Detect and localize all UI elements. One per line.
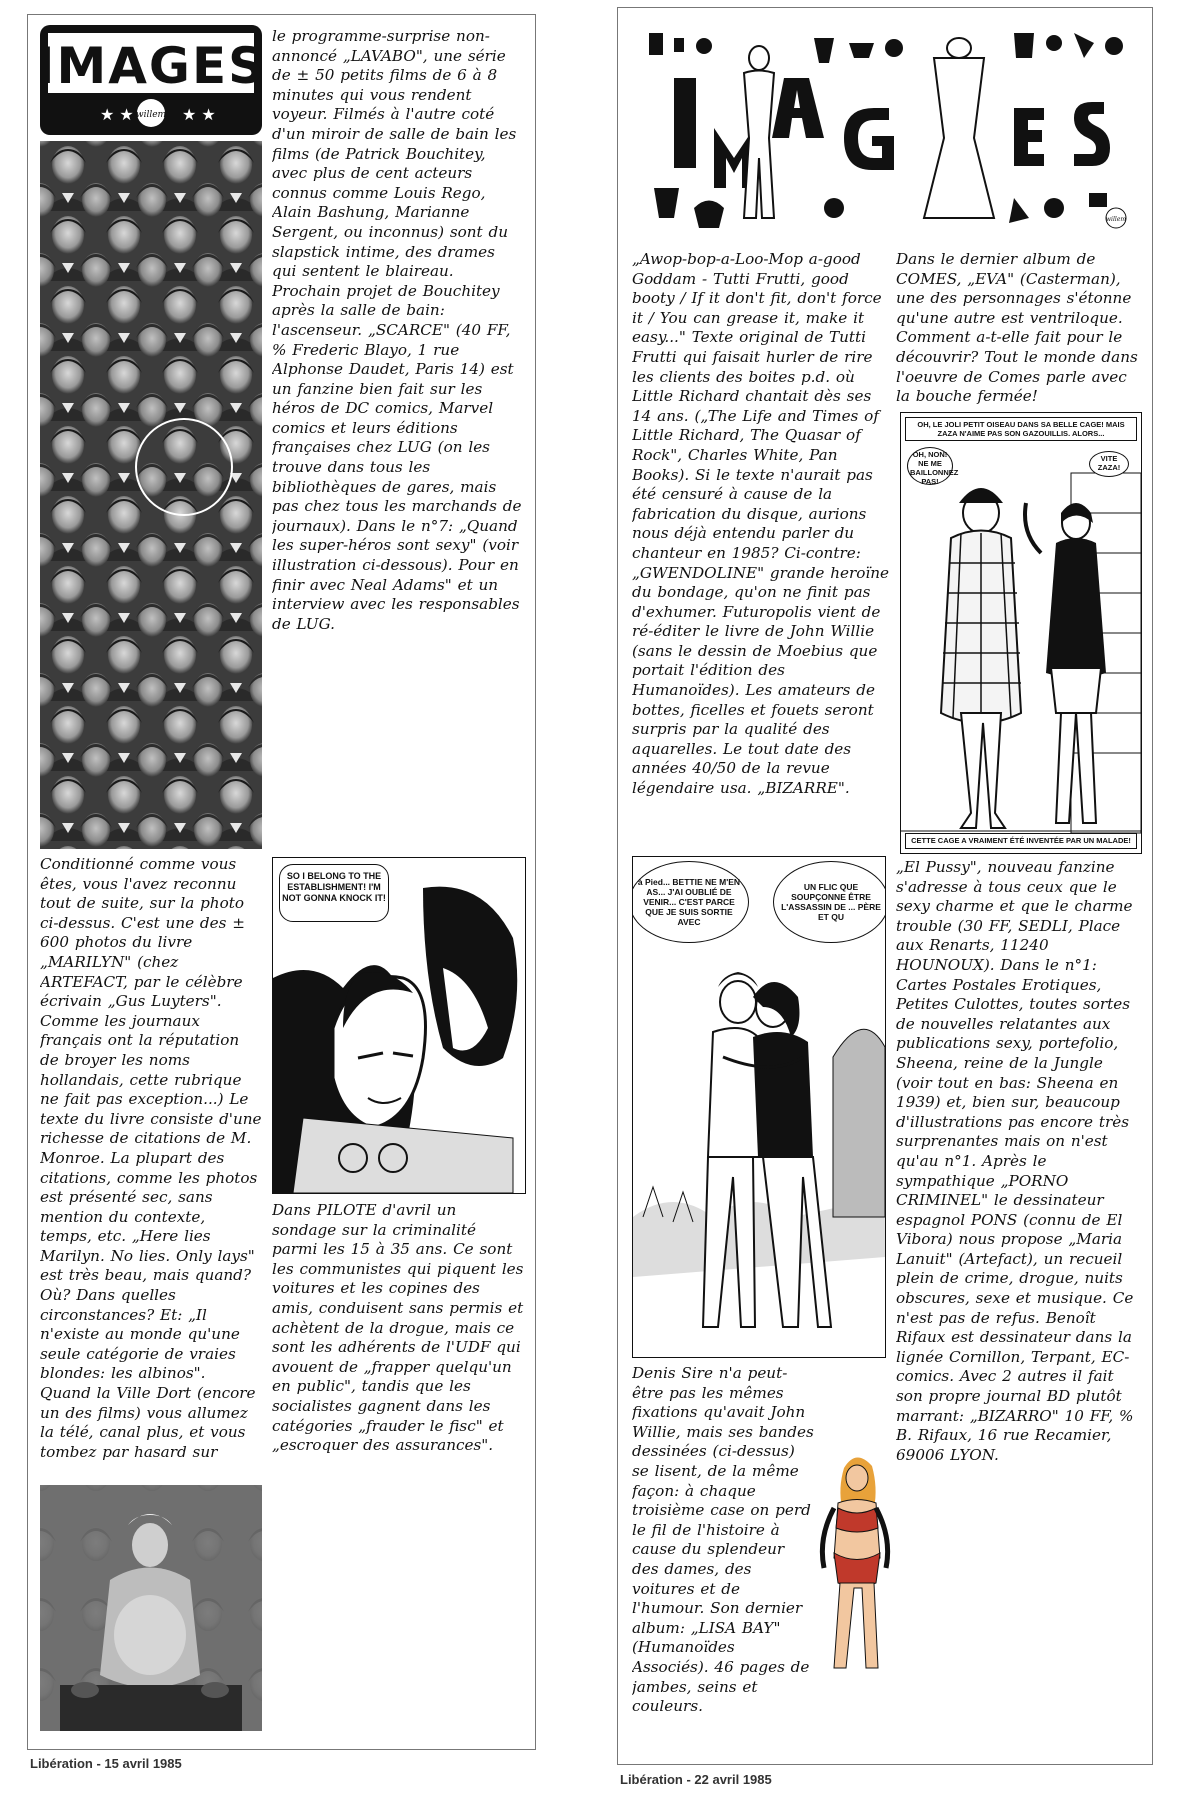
right-col1-bottom-text: Denis Sire n'a peut-être pas les mêmes fixations qu'avait John Willie, mais ses bandes dessinées (ci-dessus) se lisent, de la même façon: à chaque troisième case on perd le fil de l'histoire à cause du splendeur des dames, des voitures et de l'humour. Son dernier album: „LISA BAY" (Humanoïdes Associés). 46 pages de jambes, seins et couleurs. xyxy=(632,1364,814,1716)
images-paperdoll-logo xyxy=(634,18,1136,243)
class-photo xyxy=(40,141,262,849)
gwendoline-caption: CETTE CAGE A VRAIMENT ÉTÉ INVENTÉE PAR UN MALADE! xyxy=(905,833,1137,849)
gwendoline-bubble-3: VITE ZAZA! xyxy=(1089,451,1129,477)
right-col2-mid-text: „El Pussy", nouveau fanzine s'adresse à tous ceux que le sexy charme et que le charme trouble (30 FF, SEDLI, Place aux Renarts, 11240 HOUNOUX). Dans le n°1: Cartes Postales Erotiques, Petites Culottes, toutes sortes de nouvelles relatantes aux publications sexy, portefolio, Sheena, reine de la Jungle (voir tout en bas: Sheena en 1939) et, bien sur, beaucoup d'illustrations pas encore très surprenantes mais on n'est qu'au n°1. Après le sympathique „PORNO CRIMINEL" le dessinateur espagnol PONS (connu de El Vibora) nous propose „Maria Lanuit" (Artefact), un recueil plein de crime, drogue, nuits obscures, sexe et musique. Ce n'est pas de refus. Benoît Rifaux est dessinateur dans la lignée Cornillon, Terpant, EC-comics. Avec 2 autres il fait son propre journal BD plutôt marrant: „BIZARRO" 10 FF, % B. Rifaux, 16 rue Recamier, 69006 LYON. xyxy=(896,858,1134,1464)
left-col3-text: Dans PILOTE d'avril un sondage sur la criminalité parmi les 15 à 35 ans. Ce sont les communistes qui piquent les voitures et les copines des amis, conduisent sans permis et achètent de la drogue, mais ce sont les adhérents de l'UDF qui avouent de „frapper quelqu'un en public", tandis que les socialistes gagnent dans les catégories „frauder le fisc" et „escroquer des assurances". xyxy=(272,1201,524,1455)
lavabo-tv-still xyxy=(40,1485,262,1731)
superhero-speech-bubble: SO I BELONG TO THE ESTABLISHMENT! I'M NOT GONNA KNOCK IT! xyxy=(279,864,389,922)
left-page xyxy=(27,14,536,1750)
logo-text: IMAGES xyxy=(40,37,262,95)
gwendoline-bubble-2: OH, NON! NE ME BAILLONNEZ PAS! xyxy=(907,447,953,485)
right-logo-text: IMAGES xyxy=(883,240,887,241)
lovers-comic-panel xyxy=(632,856,886,1358)
gwendoline-comic-panel xyxy=(900,412,1142,854)
right-logo-signature: willem xyxy=(1105,216,1127,223)
lovers-bubble-1: à Pied... BETTIE NE M'EN AS... J'AI OUBLIÉ DE VENIR... C'EST PARCE QUE JE SUIS SORTIE AVEC xyxy=(632,861,749,943)
right-col2-top-text: Dans le dernier album de COMES, „EVA" (Casterman), une des personnages s'étonne qu'une autre est ventriloque. Comment a-t-elle fait pour le découvrir? Tout le monde dans l'oeuvre de Comes parle avec la bouche fermée! xyxy=(896,250,1138,406)
lovers-bubble-2: UN FLIC QUE SOUPÇONNE ÊTRE L'ASSASSIN DE ... PÈRE ET QU xyxy=(773,861,886,943)
right-page xyxy=(617,7,1153,1765)
images-logo xyxy=(40,25,262,135)
gwendoline-bubble-1: OH, LE JOLI PETIT OISEAU DANS SA BELLE CAGE! MAIS ZAZA N'AIME PAS SON GAZOUILLIS. ALORS... xyxy=(905,417,1137,441)
left-page-caption: Libération - 15 avril 1985 xyxy=(30,1756,182,1771)
superhero-comic-panel xyxy=(272,857,526,1194)
left-col2-text: Conditionné comme vous êtes, vous l'avez reconnu tout de suite, sur la photo ci-dessus. C'est une des ± 600 photos du livre „MARILYN" (chez ARTEFACT, par le célèbre écrivain „Gus Luyters". Comme les journaux français ont la réputation de broyer les noms hollandais, cette rubrique ne fait pas exception...) Le texte du livre consiste d'une richesse de citations de M. Monroe. La plupart des citations, comme les photos est présenté sec, sans mention du contexte, temps, etc. „Here lies Marilyn. No lies. Only lays" est très beau, mais quand? Où? Dans quelles circonstances? Et: „Il n'existe au monde qu'une seule catégorie de vraies blondes: les albinos". Quand la Ville Dort (encore un des films) vous allumez la télé, canal plus, et vous tombez par hasard sur xyxy=(40,855,262,1461)
svg-text:★ ★: ★ ★ xyxy=(182,105,216,124)
logo-signature: willem xyxy=(135,110,167,120)
left-col1-text: le programme-surprise non-annoncé „LAVABO", une série de ± 50 petits films de 6 à 8 minutes qui vous rendent voyeur. Filmés à l'autre coté d'un miroir de salle de bain les films (de Patrick Bouchitey, avec plus de cent acteurs connus comme Louis Rego, Alain Bashung, Marianne Sergent, ou inconnus) sont du slapstick intime, des drames qui sentent le blaireau. Prochain projet de Bouchitey après la salle de bain: l'ascenseur. „SCARCE" (40 FF, % Frederic Blayo, 1 rue Alphonse Daudet, Paris 14) est un fanzine bien fait sur les héros de DC comics, Marvel comics et leurs éditions françaises chez LUG (on les trouve dans tous les bibliothèques de gares, mais pas chez tous les marchands de journaux). Dans le n°7: „Quand les super-héros sont sexy" (voir illustration ci-dessous). Pour en finir avec Neal Adams" et un interview avec les responsables de LUG. xyxy=(272,27,522,633)
sheena-drawing xyxy=(816,1448,894,1678)
right-col1-text: „Awop-bop-a-Loo-Mop a-good Goddam - Tutti Frutti, good booty / If it don't fit, don't force it / You can grease it, make it easy..." Texte original de Tutti Frutti qui faisait hurler de rire les clients des boites p.d. où Little Richard chantait dès ses 14 ans. („The Life and Times of Little Richard, The Quasar of Rock", Charles White, Pan Books). Si le texte n'aurait pas été censuré à cause de la fabrication du disque, aurions nous déjà entendu parler du chanteur en 1985? Ci-contre: „GWENDOLINE" grande heroïne du bondage, qu'on ne finit pas d'exhumer. Futuropolis vient de ré-éditer le livre de John Willie (sans le dessin de Moebius que portait l'édition des Humanoïdes). Les amateurs de bottes, ficelles et fouets seront surpris par la qualité des aquarelles. Le tout date des années 40/50 de la revue légendaire usa. „BIZARRE". xyxy=(632,250,890,798)
right-page-caption: Libération - 22 avril 1985 xyxy=(620,1772,772,1787)
svg-text:★ ★: ★ ★ xyxy=(100,105,134,124)
